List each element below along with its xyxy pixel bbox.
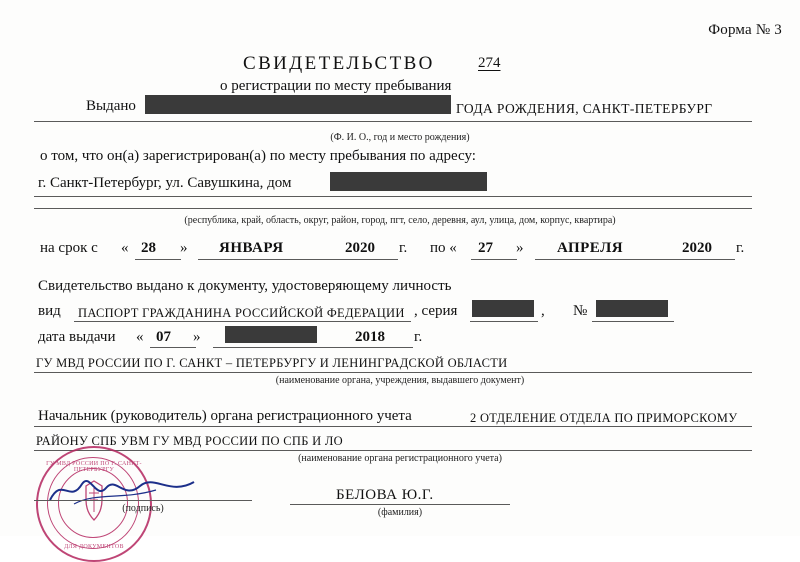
chief-office-line2: РАЙОНУ СПБ УВМ ГУ МВД РОССИИ ПО СПБ И ЛО	[36, 434, 344, 448]
issue-day: 07	[156, 329, 171, 345]
term-prefix: на срок с	[40, 240, 98, 256]
caption-fio: (Ф. И. О., год и место рождения)	[330, 132, 470, 143]
stamp-bottom-text: ДЛЯ ДОКУМЕНТОВ	[64, 544, 124, 550]
rule-authority	[34, 372, 752, 373]
caption-authority: (наименование органа, учреждения, выдавшего документ)	[275, 375, 525, 386]
rule-issued	[34, 121, 752, 122]
rule-month-to	[535, 259, 735, 260]
doc-intro: Свидетельство выдано к документу, удостоверяющему личность	[38, 278, 452, 294]
chief-office-line1: 2 ОТДЕЛЕНИЕ ОТДЕЛА ПО ПРИМОРСКОМУ	[470, 411, 738, 425]
rule-series	[470, 321, 538, 322]
rule-number	[592, 321, 674, 322]
rule-issue-month	[213, 347, 413, 348]
term-year-from: 2020	[345, 240, 375, 256]
doc-kind-label: вид	[38, 303, 61, 319]
term-quote-close-1: »	[180, 240, 188, 256]
term-month-to: АПРЕЛЯ	[557, 240, 624, 256]
caption-office: (наименование органа регистрационного учета)	[298, 453, 502, 464]
caption-address: (республика, край, область, округ, район, город, пгт, село, деревня, аул, улица, дом, корпус, квартира)	[184, 215, 616, 226]
issued-tail-text: ГОДА РОЖДЕНИЯ, САНКТ-ПЕТЕРБУРГ	[456, 101, 713, 116]
rule-day-to	[471, 259, 517, 260]
term-po: по «	[430, 240, 457, 256]
rule-month-from	[198, 259, 398, 260]
page-title: СВИДЕТЕЛЬСТВО	[243, 53, 435, 74]
rule-office-2	[34, 450, 752, 451]
term-quote-open-1: «	[121, 240, 129, 256]
caption-signature: (подпись)	[122, 503, 164, 514]
chief-surname: БЕЛОВА Ю.Г.	[336, 487, 434, 503]
address-text: г. Санкт-Петербург, ул. Савушкина, дом	[38, 175, 292, 191]
rule-kind	[74, 321, 411, 322]
rule-signature	[34, 500, 252, 501]
registered-line: о том, что он(а) зарегистрирован(а) по месту пребывания по адресу:	[40, 148, 476, 164]
authority-text: ГУ МВД РОССИИ ПО Г. САНКТ – ПЕТЕРБУРГУ И ЛЕНИНГРАДСКОЙ ОБЛАСТИ	[36, 356, 508, 370]
term-day-to: 27	[478, 240, 493, 256]
rule-surname	[290, 504, 510, 505]
doc-kind-value: ПАСПОРТ ГРАЖДАНИНА РОССИЙСКОЙ ФЕДЕРАЦИИ	[78, 306, 405, 320]
rule-day-from	[135, 259, 181, 260]
term-g-1: г.	[399, 240, 408, 256]
rule-address-2	[34, 208, 752, 209]
term-year-to: 2020	[682, 240, 712, 256]
caption-surname: (фамилия)	[377, 507, 423, 518]
redaction-issue-month	[225, 326, 317, 343]
chief-label: Начальник (руководитель) органа регистрационного учета	[38, 408, 412, 424]
redaction-series	[472, 300, 534, 317]
redaction-name	[145, 95, 451, 114]
rule-office-1	[34, 426, 752, 427]
form-number: Форма № 3	[708, 22, 782, 38]
page-subtitle: о регистрации по месту пребывания	[220, 78, 452, 94]
stamp-top-text: ГУ МВД РОССИИ ПО Г. САНКТ-ПЕТЕРБУРГУ	[46, 461, 142, 473]
doc-comma: ,	[541, 303, 545, 319]
redaction-number	[596, 300, 668, 317]
redaction-address	[330, 172, 487, 191]
issued-label: Выдано	[86, 98, 136, 114]
doc-series-label: , серия	[414, 303, 458, 319]
issue-quote-open: «	[136, 329, 144, 345]
rule-issue-day	[150, 347, 196, 348]
certificate-number: 274	[478, 55, 501, 71]
issue-date-label: дата выдачи	[38, 329, 116, 345]
term-quote-close-2: »	[516, 240, 524, 256]
issue-quote-close: »	[193, 329, 201, 345]
rule-address-1	[34, 196, 752, 197]
term-month-from: ЯНВАРЯ	[219, 240, 284, 256]
term-day-from: 28	[141, 240, 156, 256]
issue-g: г.	[414, 329, 423, 345]
issue-year: 2018	[355, 329, 385, 345]
doc-number-label: №	[573, 303, 588, 319]
term-g-2: г.	[736, 240, 745, 256]
